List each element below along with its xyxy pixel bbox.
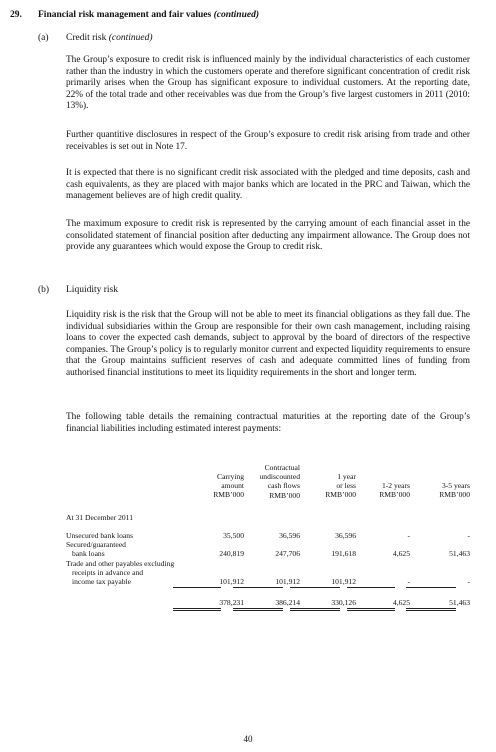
table-cell: 101,912 <box>219 577 244 586</box>
table-cell: 35,500 <box>223 531 244 540</box>
credit-risk-paragraph-3: It is expected that there is no significant credit risk associated with the pledged and time deposits, cash and cash equivalents, as they are placed with major banks which are located in the PRC and Taiwan, which the management believes are of high credit quality. <box>66 168 470 202</box>
row-label-income-tax-payable: income tax payable <box>72 577 132 586</box>
total-double-rule <box>290 608 340 609</box>
total-cell: 378,231 <box>219 598 244 607</box>
subtotal-rule <box>290 587 340 588</box>
table-cell: - <box>407 531 410 540</box>
subtotal-rule <box>406 587 456 588</box>
header-contractual-cash-flows: Contractual undiscounted cash flows RMB’000 <box>259 463 300 500</box>
total-double-rule <box>347 608 395 609</box>
row-label-bank-loans: bank loans <box>72 549 105 558</box>
note-title <box>38 10 259 20</box>
total-double-rule <box>173 608 221 609</box>
total-cell: 4,625 <box>392 598 410 607</box>
table-cell: 51,463 <box>449 549 470 558</box>
section-a-title-suffix: (continued) <box>108 33 153 43</box>
header-3-5-years: 3-5 years RMB’000 <box>439 481 470 500</box>
table-cell: 240,819 <box>219 549 244 558</box>
table-cell: - <box>407 577 410 586</box>
page-number: 40 <box>243 734 253 744</box>
period-label: At 31 December 2011 <box>66 513 133 522</box>
table-cell: 101,912 <box>275 577 300 586</box>
table-cell: 36,596 <box>335 531 356 540</box>
header-carrying-amount: Carrying amount RMB’000 <box>213 472 244 500</box>
total-cell: 51,463 <box>449 598 470 607</box>
subtotal-rule <box>233 587 283 588</box>
subtotal-rule <box>173 587 221 588</box>
note-number: 29. <box>10 10 22 20</box>
table-cell: - <box>467 531 470 540</box>
total-cell: 386,214 <box>275 598 300 607</box>
section-a-label: (a) <box>38 33 49 43</box>
section-a-title <box>66 33 153 43</box>
table-cell: 4,625 <box>392 549 410 558</box>
header-1-year-or-less: 1 year or less RMB’000 <box>325 472 356 500</box>
row-label-secured-guaranteed: Secured/guaranteed <box>66 540 126 549</box>
section-b-label: (b) <box>38 285 50 295</box>
note-title-text: Financial risk management and fair values <box>38 10 212 20</box>
row-label-trade-payables: Trade and other payables excluding <box>66 559 175 568</box>
section-b-title: Liquidity risk <box>66 285 118 295</box>
liquidity-risk-paragraph-1: Liquidity risk is the risk that the Group will not be able to meet its financial obligations as they fall due. The individual subsidiaries within the Group are responsible for their own cash management, including raising loans to cover the expected cash demands, subject to approval by the board of directors of the respective companies. The Group’s policy is to regularly monitor current and expected liquidity requirements to ensure that the Group maintains sufficient reserves of cash and adequate committed lines of funding from authorised financial institutions to meet its liquidity requirements in the short and longer term. <box>66 310 470 378</box>
credit-risk-paragraph-4: The maximum exposure to credit risk is represented by the carrying amount of each financial asset in the consolidated statement of financial position after deducting any impairment allowance. The Group does not provide any guarantees which would expose the Group to credit risk. <box>66 219 470 253</box>
total-double-rule <box>290 610 340 611</box>
total-cell: 330,126 <box>331 598 356 607</box>
total-double-rule <box>173 610 221 611</box>
row-label-unsecured-bank-loans: Unsecured bank loans <box>66 531 134 540</box>
total-double-rule <box>233 610 283 611</box>
credit-risk-paragraph-2: Further quantitive disclosures in respect of the Group’s exposure to credit risk arising from trade and other receivables is set out in Note 17. <box>66 130 470 152</box>
table-cell: 36,596 <box>279 531 300 540</box>
total-double-rule <box>347 610 395 611</box>
table-cell: 191,618 <box>331 549 356 558</box>
liquidity-risk-paragraph-2: The following table details the remaining contractual maturities at the reporting date of the Group’s financial liabilities including estimated interest payments: <box>66 412 470 434</box>
section-a-title-text: Credit risk <box>66 33 107 43</box>
credit-risk-paragraph-1: The Group’s exposure to credit risk is influenced mainly by the individual characteristics of each customer rather than the industry in which the customers operate and therefore significant concentration of credit risk primarily arises when the Group has significant exposure to individual customers. At the reporting date, 22% of the total trade and other receivables was due from the Group’s five largest customers in 2011 (2010: 13%). <box>66 55 470 112</box>
table-cell: 101,912 <box>331 577 356 586</box>
table-cell: - <box>467 577 470 586</box>
note-title-suffix: (continued) <box>213 10 259 20</box>
table-cell: 247,706 <box>275 549 300 558</box>
subtotal-rule <box>347 587 395 588</box>
total-double-rule <box>406 608 456 609</box>
header-1-2-years: 1-2 years RMB’000 <box>379 481 410 500</box>
row-label-receipts-in-advance: receipts in advance and <box>72 568 144 577</box>
total-double-rule <box>233 608 283 609</box>
total-double-rule <box>406 610 456 611</box>
